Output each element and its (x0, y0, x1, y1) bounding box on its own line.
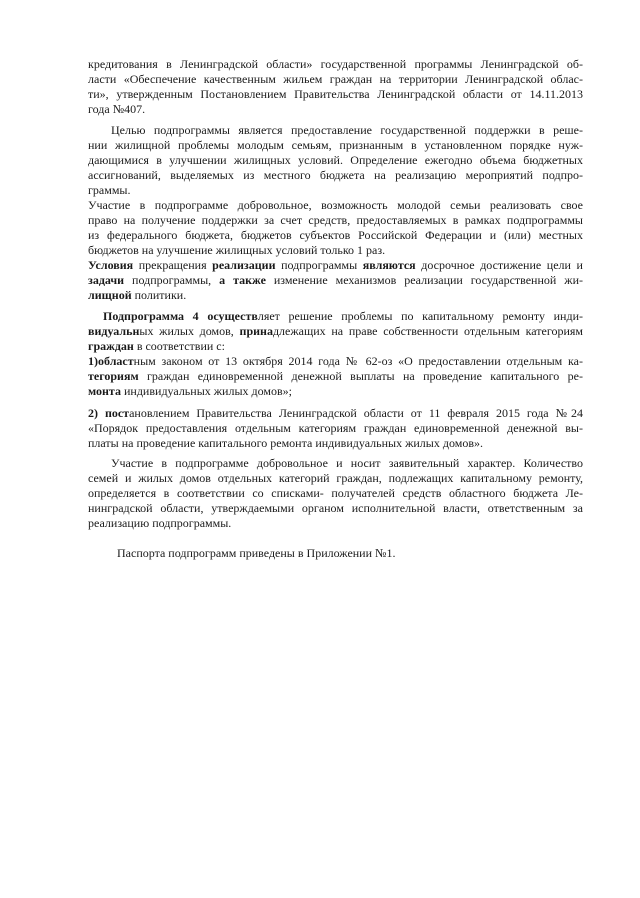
text-line (88, 288, 583, 303)
text-segment: ти», утвержденным Постановлением Правительства Ленинградской области от 14.11.2013 (88, 87, 583, 101)
text-segment: лищной (88, 288, 132, 302)
text-segment: нинградской области, утверждаемыми органом исполнительной власти, ответственным за (88, 501, 583, 515)
text-segment: нии жилищной проблемы молодым семьям, признанным в установленном порядке нуж- (88, 138, 583, 152)
text-line (88, 87, 583, 102)
text-line (88, 324, 583, 339)
text-line (88, 72, 583, 87)
text-segment: Участие в подпрограмме добровольное, возможность молодой семьи реализовать свое (88, 198, 583, 212)
text-segment: изменение механизмов реализации государственной жи- (265, 273, 583, 287)
text-line (88, 258, 583, 273)
text-line (88, 339, 583, 354)
text-line (88, 471, 583, 486)
text-segment: в соответствии с: (133, 339, 225, 353)
text-segment: 2) пост (88, 406, 130, 420)
text-segment: граммы. (88, 183, 131, 197)
text-line (88, 198, 583, 213)
text-segment: политики. (131, 288, 187, 302)
text-line (88, 354, 583, 369)
text-line (88, 369, 583, 384)
text-line (88, 168, 583, 183)
text-line (88, 213, 583, 228)
text-segment: прекращения (133, 258, 213, 272)
text-segment: право на получение поддержки за счет средств, предоставляемых в рамках подпрограммы (88, 213, 583, 227)
text-segment: ановлением Правительства Ленинградской области от 11 февраля 2015 года №24 (129, 406, 583, 420)
text-segment: 1)област (88, 354, 134, 368)
text-line (88, 486, 583, 501)
text-line (88, 384, 583, 399)
text-segment: кредитования в Ленинградской области» государственной программы Ленинградской об- (88, 57, 583, 71)
text-segment: из федерального бюджета, бюджетов субъектов Российской Федерации и (или) местных (88, 228, 583, 242)
text-segment: задачи (88, 273, 125, 287)
text-line (88, 501, 583, 516)
text-line (88, 421, 583, 436)
text-line (117, 546, 583, 561)
text-segment: ассигнований, выделяемых из местного бюджета на реализацию мероприятий подпро- (88, 168, 583, 182)
text-segment: граждан единовременной денежной выплаты на проведение капитального ре- (138, 369, 583, 383)
text-segment: индивидуальных жилых домов»; (120, 384, 293, 398)
text-segment: бюджетов на улучшение жилищных условий только 1 раз. (88, 243, 386, 257)
text-line (88, 228, 583, 243)
text-segment: досрочное достижение цели и (415, 258, 583, 272)
text-line (88, 183, 583, 198)
text-segment: Целью подпрограммы является предоставление государственной поддержки в реше- (111, 123, 583, 137)
text-segment: являются (362, 258, 416, 272)
text-segment: ласти «Обеспечение качественным жильем граждан на территории Ленинградской облас- (88, 72, 583, 86)
text-line (88, 153, 583, 168)
text-segment: дающимися в улучшении жилищных условий. Определение ежегодно объема бюджетных (88, 153, 583, 167)
text-segment: Участие в подпрограмме добровольное и носит заявительный характер. Количество (111, 456, 583, 470)
text-line (111, 456, 583, 471)
text-line (88, 243, 583, 258)
text-segment: граждан (88, 339, 134, 353)
text-segment: реализации (212, 258, 276, 272)
text-segment: прина (239, 324, 273, 338)
text-segment: а также (219, 273, 266, 287)
text-line (88, 57, 583, 72)
text-segment: подпрограммы, (124, 273, 220, 287)
text-segment: платы на проведение капитального ремонта индивидуальных жилых домов». (88, 436, 483, 450)
text-segment: Паспорта подпрограмм приведены в Приложении №1. (117, 546, 396, 560)
text-line (88, 102, 583, 117)
text-line (88, 516, 583, 531)
text-segment: тегориям (88, 369, 139, 383)
text-line (111, 123, 583, 138)
text-segment: ным законом от 13 октября 2014 года № 62-оз «О предоставлении отдельным ка- (133, 354, 583, 368)
text-segment: ых жилых домов, (139, 324, 240, 338)
text-segment: реализацию подпрограммы. (88, 516, 232, 530)
text-segment: Подпрограмма 4 (103, 309, 199, 323)
text-segment: осуществ (207, 309, 258, 323)
text-line (88, 436, 583, 451)
text-segment: определяется в соответствии со списками- получателей средств областного бюджета Ле- (88, 486, 583, 500)
text-segment: монта (88, 384, 121, 398)
text-segment: «Порядок предоставления отдельным категориям граждан единовременной денежной вы- (88, 421, 583, 435)
text-segment: Условия (88, 258, 134, 272)
text-line (103, 309, 583, 324)
text-line (88, 406, 583, 421)
text-segment: длежащих на праве собственности отдельным категориям (272, 324, 584, 338)
text-segment: семей и жилых домов отдельных категорий граждан, подлежащих капитальному ремонту, (88, 471, 583, 485)
text-segment: подпрограммы (275, 258, 363, 272)
text-line (88, 273, 583, 288)
text-segment: видуальн (88, 324, 140, 338)
text-segment: ляет решение проблемы по капитальному ремонту инди- (257, 309, 583, 323)
text-line (88, 138, 583, 153)
text-segment: года №407. (88, 102, 146, 116)
